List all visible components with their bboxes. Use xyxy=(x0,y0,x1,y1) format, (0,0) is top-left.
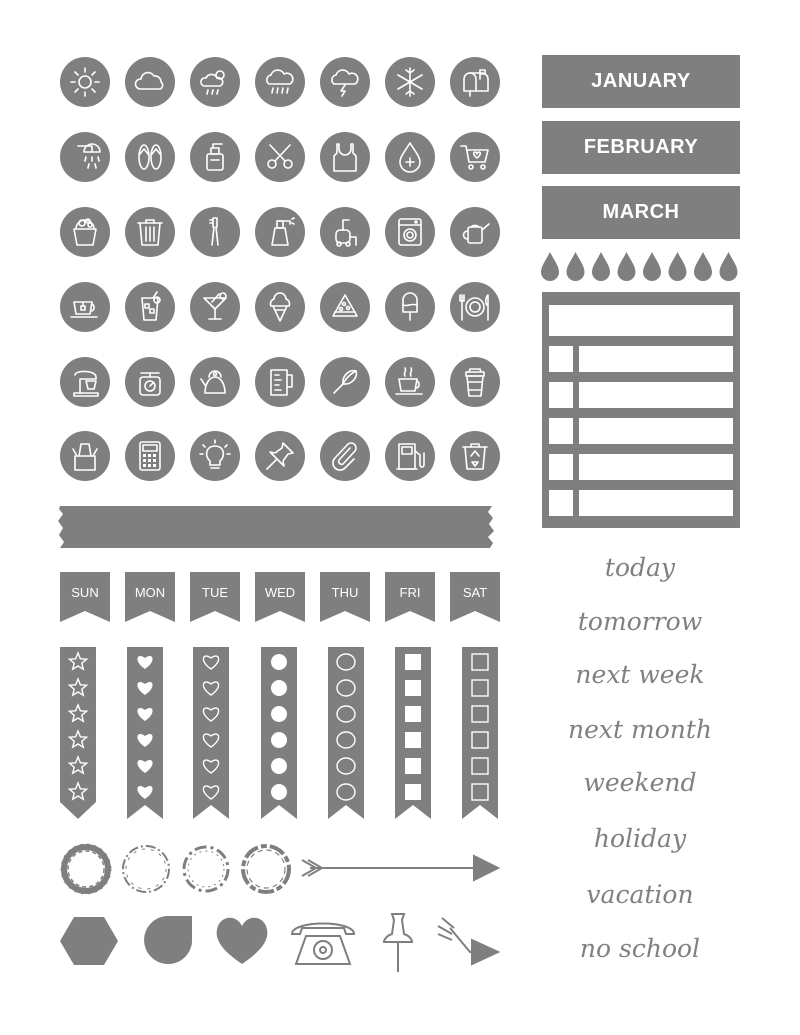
day-label: FRI xyxy=(399,585,421,600)
drop-icon xyxy=(694,252,712,281)
phrase-today: today xyxy=(604,553,676,582)
thunderstorm-icon xyxy=(320,57,370,107)
push-pin-outline-icon xyxy=(384,914,412,972)
pizza-slice-icon xyxy=(320,282,370,332)
day-flag-fri xyxy=(385,572,435,622)
soap-dispenser-icon xyxy=(190,132,240,182)
trash-can-icon xyxy=(125,207,175,257)
washi-tape-strip xyxy=(58,504,495,550)
scissors-icon xyxy=(255,132,305,182)
bottom-shapes-row xyxy=(58,912,503,982)
spray-bottle-icon xyxy=(255,207,305,257)
partly-cloudy-rain-icon xyxy=(190,57,240,107)
coffee-ring-1 xyxy=(61,844,111,894)
phrase-vacation: vacation xyxy=(586,880,694,909)
rain-icon xyxy=(255,57,305,107)
light-bulb-icon xyxy=(190,431,240,481)
cloudy-icon xyxy=(125,57,175,107)
phrase-weekend: weekend xyxy=(583,768,697,797)
day-flag-wed xyxy=(255,572,305,622)
month-january: JANUARY xyxy=(542,55,740,108)
drop-icon xyxy=(643,252,661,281)
calculator-icon xyxy=(125,431,175,481)
tracker-ribbon-star xyxy=(60,647,96,825)
coffee-to-go-icon xyxy=(450,357,500,407)
kettle-icon xyxy=(190,357,240,407)
measuring-cup-icon xyxy=(255,357,305,407)
drop-icon xyxy=(567,252,585,281)
gas-pump-icon xyxy=(385,431,435,481)
drop-icon xyxy=(669,252,687,281)
checklist-box xyxy=(542,292,740,528)
shower-icon xyxy=(60,132,110,182)
tracker-ribbon-heart-outline xyxy=(193,647,229,825)
cleaning-bucket-icon xyxy=(60,207,110,257)
heart-shape xyxy=(217,918,268,964)
hexagon-shape xyxy=(60,917,118,965)
tank-top-icon xyxy=(320,132,370,182)
iced-drink-icon xyxy=(125,282,175,332)
recycle-bin-icon xyxy=(450,431,500,481)
coffee-ring-2 xyxy=(123,846,169,892)
coffee-ring-3 xyxy=(184,847,228,891)
phrase-next-week: next week xyxy=(575,660,705,689)
rotary-phone-icon xyxy=(292,924,354,965)
day-flag-sat xyxy=(450,572,500,622)
day-label: WED xyxy=(264,585,296,600)
shopping-cart-icon xyxy=(450,132,500,182)
push-pin-icon xyxy=(255,431,305,481)
cocktail-icon xyxy=(190,282,240,332)
kitchen-scale-icon xyxy=(125,357,175,407)
tracker-ribbon-square-solid xyxy=(395,647,431,825)
month-february: FEBRUARY xyxy=(542,121,740,174)
drop-icon xyxy=(720,252,738,281)
day-flag-thu xyxy=(320,572,370,622)
long-arrow-icon xyxy=(302,856,498,880)
day-label: SAT xyxy=(462,585,488,600)
arrow-doodle-icon xyxy=(438,918,498,964)
month-march: MARCH xyxy=(542,186,740,239)
day-flag-mon xyxy=(125,572,175,622)
vacuum-icon xyxy=(320,207,370,257)
day-label: THU xyxy=(331,585,359,600)
plate-cutlery-icon xyxy=(450,282,500,332)
day-label: SUN xyxy=(71,585,99,600)
coffee-cup-icon xyxy=(385,357,435,407)
paper-clip-icon xyxy=(320,431,370,481)
mailbox-icon xyxy=(450,57,500,107)
drop-icon xyxy=(592,252,610,281)
snowflake-icon xyxy=(385,57,435,107)
day-flag-sun xyxy=(60,572,110,622)
whisk-icon xyxy=(320,357,370,407)
phrase-next-month: next month xyxy=(568,715,712,744)
tea-cup-icon xyxy=(60,282,110,332)
watering-can-icon xyxy=(450,207,500,257)
stand-mixer-icon xyxy=(60,357,110,407)
binder-clip-icon xyxy=(60,431,110,481)
washing-machine-icon xyxy=(385,207,435,257)
tracker-ribbon-circle-outline xyxy=(328,647,364,825)
drop-icon xyxy=(541,252,559,281)
day-label: TUE xyxy=(202,585,228,600)
phrase-no-school: no school xyxy=(579,934,701,963)
ice-cream-icon xyxy=(255,282,305,332)
tracker-ribbon-square-outline xyxy=(462,647,498,825)
tracker-ribbon-heart-solid xyxy=(127,647,163,825)
stain-row xyxy=(58,840,503,900)
drops-row xyxy=(540,250,742,284)
phrase-holiday: holiday xyxy=(593,824,687,853)
tracker-ribbon-circle-solid xyxy=(261,647,297,825)
day-label: MON xyxy=(134,585,166,600)
day-flag-tue xyxy=(190,572,240,622)
popsicle-icon xyxy=(385,282,435,332)
drop-icon xyxy=(618,252,636,281)
water-drop-icon xyxy=(385,132,435,182)
toothbrush-icon xyxy=(190,207,240,257)
sun-icon xyxy=(60,57,110,107)
teardrop-shape xyxy=(144,916,192,964)
phrase-tomorrow: tomorrow xyxy=(577,607,703,636)
flip-flops-icon xyxy=(125,132,175,182)
coffee-ring-4 xyxy=(243,846,289,892)
